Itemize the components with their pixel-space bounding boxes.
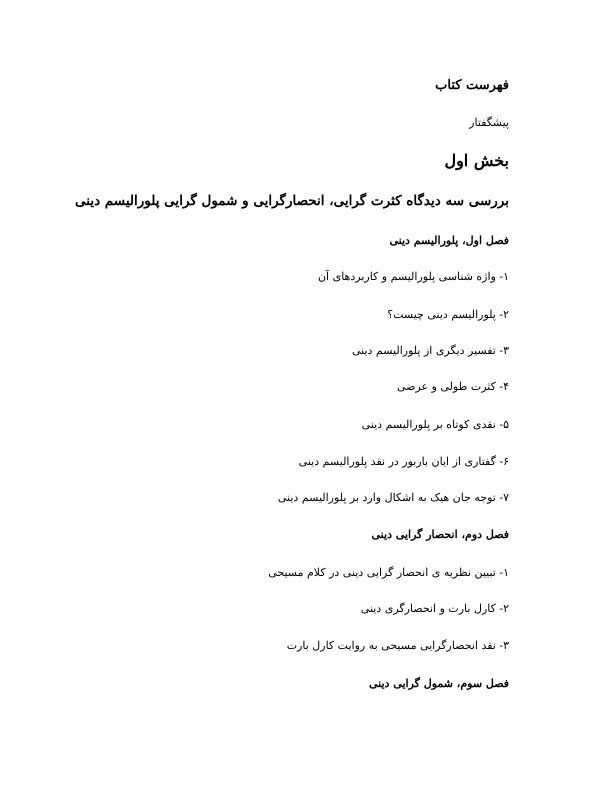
toc-entry: ۱- واژه شناسی پلورالیسم و کاربردهای آن bbox=[317, 270, 509, 283]
toc-entry: ۱- تبیین نظریه ی انحصار گرایی دینی در کلام مسیحی bbox=[268, 566, 509, 579]
toc-entry: ۲- کارل بارت و انحصارگری دینی bbox=[360, 602, 509, 615]
toc-entry: ۷- توجه جان هیک به اشکال وارد بر پلورالیسم دینی bbox=[277, 491, 509, 504]
chapter-2-title: فصل دوم، انحصار گرایی دینی bbox=[371, 528, 509, 541]
toc-entry-preface: پیشگفتار bbox=[469, 116, 509, 129]
part-title: بخش اول bbox=[444, 151, 509, 170]
toc-entry: ۳- تفسیر دیگری از پلورالیسم دینی bbox=[351, 344, 509, 357]
toc-entry: ۲- پلورالیسم دینی چیست؟ bbox=[387, 308, 509, 321]
toc-entry: ۳- نقد انحصارگرایی مسیحی به روایت کارل بارت bbox=[286, 639, 509, 652]
chapter-1-title: فصل اول، پلورالیسم دینی bbox=[389, 234, 509, 247]
chapter-3-title: فصل سوم، شمول گرایی دینی bbox=[369, 677, 509, 690]
toc-entry: ۴- کثرت طولی و عرضی bbox=[396, 380, 509, 393]
toc-title: فهرست کتاب bbox=[435, 78, 509, 93]
toc-entry: ۵- نقدی کوتاه بر پلورالیسم دینی bbox=[361, 418, 509, 431]
part-subtitle: بررسی سه دیدگاه کثرت گرایی، انحصارگرایی و شمول گرایی پلورالیسم دینی bbox=[75, 193, 509, 209]
toc-entry: ۶- گفتاری از ایان باربور در نقد پلورالیسم دینی bbox=[298, 455, 509, 468]
